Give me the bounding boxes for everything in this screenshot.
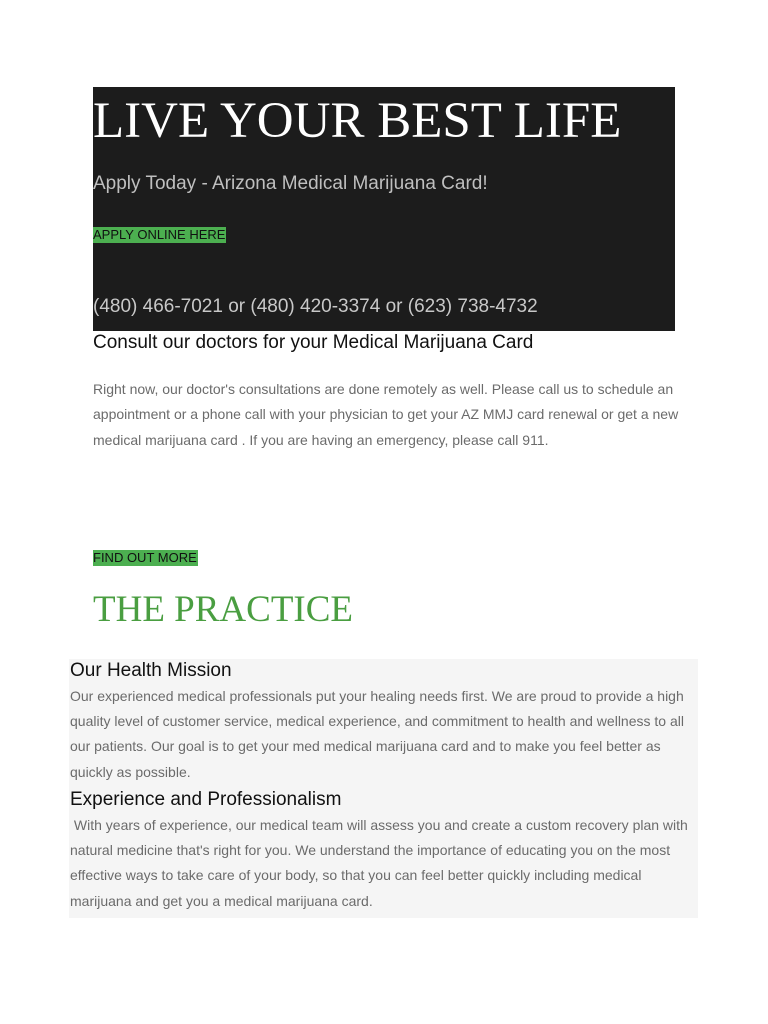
consult-heading: Consult our doctors for your Medical Marijuana Card: [93, 332, 534, 353]
phone-numbers: (480) 466-7021 or (480) 420-3374 or (623) 738-4732: [93, 296, 538, 317]
hero-banner: [93, 87, 675, 331]
hero-title: LIVE YOUR BEST LIFE: [93, 93, 622, 149]
find-out-more-link[interactable]: FIND OUT MORE: [93, 550, 197, 565]
experience-heading: Experience and Professionalism: [70, 789, 342, 810]
practice-panel: [69, 659, 698, 918]
experience-paragraph: With years of experience, our medical team will assess you and create a custom recovery plan with natural medicine that's right for you. We understand the importance of educating you on the most effective ways to take care of your body, so that you can feel better quickly including medical marijuana and get you a medical marijuana card.: [70, 817, 692, 909]
apply-online-link[interactable]: APPLY ONLINE HERE: [93, 227, 226, 242]
hero-subtitle: Apply Today - Arizona Medical Marijuana Card!: [93, 173, 488, 194]
practice-title: THE PRACTICE: [93, 589, 354, 630]
consult-paragraph: Right now, our doctor's consultations are done remotely as well. Please call us to schedule an appointment or a phone call with your physician to get your AZ MMJ card renewal or get a new medical marijuana card . If you are having an emergency, please call 911.: [93, 381, 679, 448]
health-mission-paragraph: Our experienced medical professionals put your healing needs first. We are proud to provide a high quality level of customer service, medical experience, and commitment to health and wellness to all our patients. Our goal is to get your med medical marijuana card and to make you feel better as quickly as possible.: [70, 688, 684, 780]
health-mission-heading: Our Health Mission: [70, 660, 232, 681]
